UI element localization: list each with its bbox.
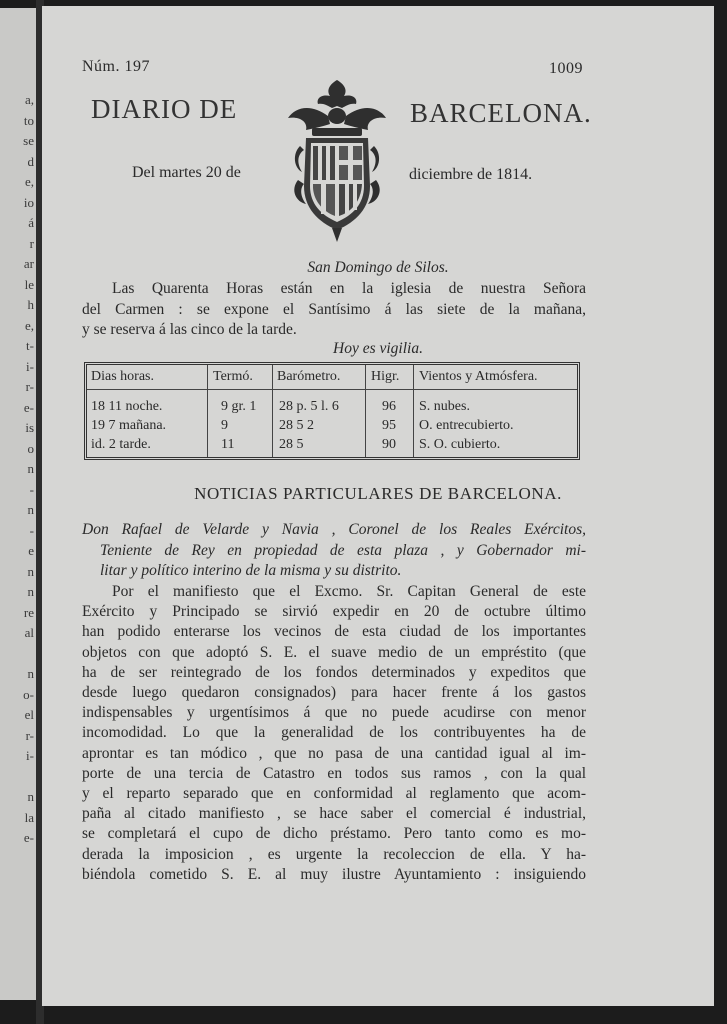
fringe-line: i- (26, 358, 34, 374)
body-line: y el reparto separado que en conformidad al reglamento que acom- (82, 785, 586, 803)
fringe-line: á (28, 215, 34, 230)
fringe-line: h (27, 297, 34, 312)
body-line: derada la imposicion , es urgente la recoleccion de ella. Y ha- (82, 845, 586, 863)
fringe-line: is (25, 420, 34, 435)
fringe-line: - (29, 481, 34, 497)
fringe-line: i- (26, 748, 34, 763)
fringe-line: se (23, 133, 34, 148)
fringe-line: d (27, 153, 34, 169)
body-line: paña al citado manifiesto , se hace saber el comercial é industrial, (82, 805, 586, 823)
date-left: Del martes 20 de (132, 164, 241, 181)
fringe-line: t- (26, 338, 34, 353)
devotion-line: del Carmen : se expone el Santísimo á las siete de la mañana, (82, 300, 586, 318)
intro-line: litar y político interino de la misma y su distrito. (100, 562, 402, 579)
cell-wind: O. entrecubierto. (419, 418, 514, 433)
body-line: biéndola cometido S. E. al muy ilustre Ayuntamiento : insiguiendo (82, 865, 586, 883)
saint-of-the-day: San Domingo de Silos. (307, 259, 449, 276)
intro-line: Teniente de Rey en propiedad de esta plaza , y Gobernador mi- (100, 541, 586, 559)
header-dias-horas: Dias horas. (91, 369, 154, 384)
header-vientos: Vientos y Atmósfera. (419, 369, 538, 384)
body-line: Exército y Principado se sirvió expedir en 20 de octubre último (82, 603, 586, 621)
cell-time: id. 2 tarde. (91, 437, 151, 452)
devotion-line: y se reserva á las cinco de la tarde. (82, 321, 297, 338)
fringe-line: r (29, 235, 34, 251)
cell-time: 18 11 noche. (91, 399, 163, 414)
header-barometro: Barómetro. (277, 369, 341, 384)
devotion-line: Las Quarenta Horas están en la iglesia de nuestra Señora (112, 280, 586, 297)
cell-wind: S. O. cubierto. (419, 437, 501, 452)
fringe-line: re (23, 604, 34, 620)
cell-thermo: 9 gr. 1 (221, 399, 257, 414)
fringe-line: io (23, 194, 34, 210)
newspaper-page (42, 6, 714, 1006)
fringe-line: o- (23, 686, 34, 702)
vigil-notice: Hoy es vigilia. (333, 340, 423, 357)
intro-line: Don Rafael de Velarde y Navia , Coronel de los Reales Exércitos, (82, 521, 586, 538)
table-row (87, 397, 577, 416)
cell-thermo: 9 (221, 418, 228, 433)
fringe-line: le (24, 276, 34, 292)
body-line: desde luego quedaron consignados) para hacer frente á los gastos (82, 684, 586, 702)
cell-hygro: 96 (382, 399, 396, 414)
fringe-line: r- (25, 727, 34, 743)
fringe-line: - (29, 522, 34, 538)
fringe-line: a, (24, 92, 34, 107)
fringe-line: el (24, 707, 34, 722)
body-line: objetos con que adoptó S. E. el suave medio de un empréstito (que (82, 643, 586, 661)
masthead-right: BARCELONA. (410, 98, 592, 128)
header-termometro: Termó. (213, 369, 253, 384)
fringe-line: n (27, 584, 34, 599)
fringe-line: n (27, 789, 34, 804)
masthead-left: DIARIO DE (91, 94, 238, 124)
cell-time: 19 7 mañana. (91, 418, 167, 433)
cell-hygro: 90 (382, 437, 396, 452)
weather-table-header (87, 367, 577, 390)
decree-body (82, 582, 586, 885)
fringe-line: n (27, 666, 34, 681)
header-higrometro: Higr. (371, 369, 400, 384)
body-line: se completará el cupo de dicho préstamo. Pero tanto como es mo- (82, 825, 586, 843)
fringe-line: n (27, 502, 34, 517)
weather-table (84, 362, 580, 460)
cell-baro: 28 5 2 (279, 418, 314, 433)
left-page-fragment (0, 8, 36, 1000)
body-line: aprontar es tan módico , que no pasa de una cantidad igual al im- (82, 744, 586, 762)
cell-baro: 28 p. 5 l. 6 (279, 399, 339, 414)
cell-hygro: 95 (382, 418, 396, 433)
decree-intro (82, 520, 586, 582)
fringe-line: o (27, 440, 34, 456)
fringe-line: e (28, 543, 34, 558)
body-line: ha de ser reintegrado de los fondos determinados y expeditos que (82, 663, 586, 681)
fringe-line: al (24, 625, 34, 640)
fringe-line: e, (24, 317, 34, 333)
body-line: porte de una tercia de Catastro en todos sus ramos , con la qual (82, 764, 586, 782)
cell-wind: S. nubes. (419, 399, 470, 414)
table-row (87, 416, 577, 435)
body-line: Por el manifiesto que el Excmo. Sr. Capitan General de este (112, 583, 586, 600)
section-title: NOTICIAS PARTICULARES DE BARCELONA. (194, 484, 562, 503)
body-line: incomodidad. Lo que la generalidad de los contribuyentes ha de (82, 724, 586, 742)
fringe-line: ar (23, 256, 34, 271)
cell-baro: 28 5 (279, 437, 304, 452)
fringe-line: r- (25, 379, 34, 394)
fringe-line: e- (23, 830, 34, 845)
body-line: han podido enterarse los vecinos de esta ciudad de los importantes (82, 623, 586, 641)
body-line: indispensables y urgentísimos á que no puede acudirse con menor (82, 704, 586, 722)
fringe-line: la (24, 809, 34, 825)
fringe-line: n (27, 461, 34, 476)
table-row (87, 435, 577, 454)
cell-thermo: 11 (221, 437, 235, 452)
fringe-line: e, (24, 174, 34, 189)
fringe-line: e- (23, 399, 34, 415)
fringe-line: n (27, 563, 34, 579)
page-number: 1009 (549, 60, 583, 77)
fringe-line: to (23, 112, 34, 128)
devotion-notice (82, 279, 586, 341)
date-right: diciembre de 1814. (409, 166, 533, 183)
issue-number: Núm. 197 (82, 58, 150, 75)
barcelona-coat-of-arms-icon (278, 76, 396, 244)
